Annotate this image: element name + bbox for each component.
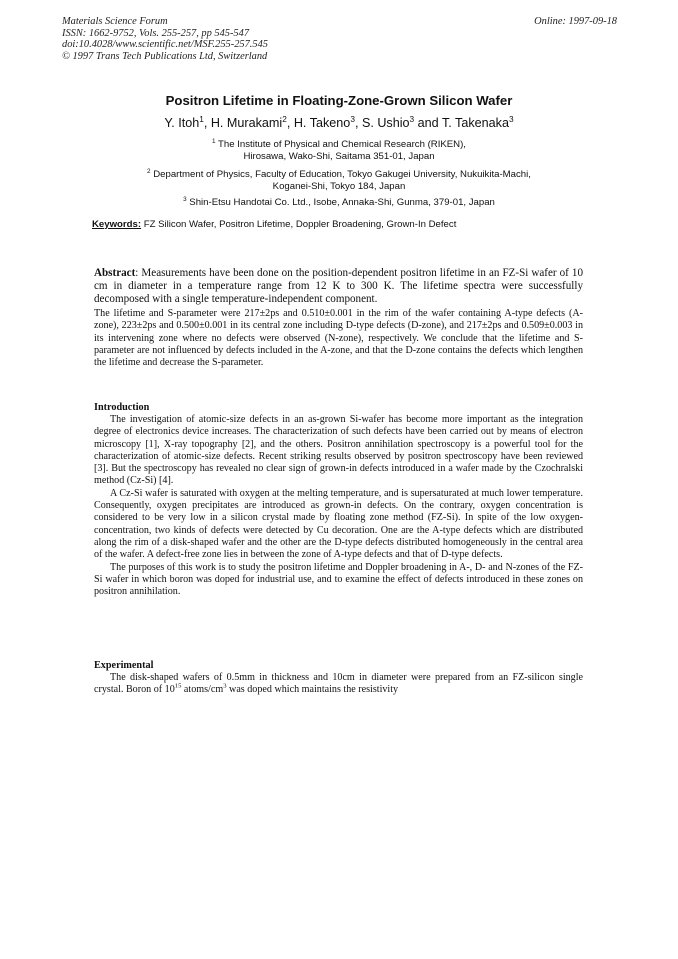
author-name: T. Takenaka	[441, 116, 509, 130]
keywords	[92, 219, 456, 230]
journal-name: Materials Science Forum	[62, 16, 168, 27]
author-affiliation-mark: 3	[350, 113, 355, 124]
introduction-body	[94, 414, 583, 598]
abstract-lead: Abstract: Measurements have been done on the position-dependent positron lifetime in an FZ-Si wafer of 10 cm in diameter in a temperature range from 12 K to 300 K. The lifetime spectra were successfully decomposed with a single temperature-independent component.	[94, 267, 583, 306]
author-affiliation-mark: 3	[409, 113, 415, 124]
paper-title: Positron Lifetime in Floating-Zone-Grown Silicon Wafer	[165, 93, 513, 108]
keywords-text: FZ Silicon Wafer, Positron Lifetime, Doppler Broadening, Grown-In Defect	[143, 219, 457, 230]
introduction-paragraph: A Cz-Si wafer is saturated with oxygen at the melting temperature, and is supersaturated at much lower temperature. Consequently, oxygen precipitates are introduced as grown-in defects. On the contrary, oxygen concentration is considered to be very low in a silicon crystal made by floating zone method (FZ-Si). In spite of the low oxygen-concentration, two kinds of defects were detected by Cu decoration. One are the A-type defects which are distributed along the rim of a disk-shaped wafer and the other are the D-type defects distributed homogeneously in the central area of the wafer. A defect-free zone lies in between the zone of A-type defects and that of D-type defects.	[94, 487, 583, 561]
affiliation-3: $^3$ Shin-Etsu Handotai Co. Ltd., Isobe, Annaka-Shi, Gunma, 379-01, Japan	[183, 195, 495, 208]
online-date: Online: 1997-09-18	[534, 16, 617, 27]
experimental-heading: Experimental	[94, 660, 154, 671]
experimental-body	[94, 672, 583, 697]
experimental-paragraph: The disk-shaped wafers of 0.5mm in thickness and 10cm in diameter were prepared from an FZ-silicon single crystal. Boron of $10^{15}$ atoms/$cm^3$ was doped which maintains the resistivity	[94, 672, 583, 696]
author-affiliation-mark: 2	[282, 113, 287, 124]
abstract-body: The lifetime and S-parameter were 217±2ps and 0.510±0.001 in the rim of the wafer containing A-type defects (A-zone), 223±2ps and 0.500±0.001 in its central zone including D-type defects (D-zone), and 217±2ps and 0.509±0.003 in its intervening zone where no defects were observed (N-zone), respectively. We conclude that the lifetime and S-parameter are not influenced by defects included in the A-zone, and that the D-zone contains the defects which lengthen the lifetime and decrease the S-parameter.	[94, 308, 583, 369]
abstract-label: Abstract	[94, 267, 136, 279]
affiliation-2: $^2$ Department of Physics, Faculty of Education, Tokyo Gakugei University, Nukuikita-Machi, Koganei-Shi, Tokyo 184, Japan	[147, 167, 531, 192]
author-affiliation-mark: 1	[199, 113, 204, 124]
introduction-paragraph: The investigation of atomic-size defects in an as-grown Si-wafer has become more important as the integration degree of electronics device increases. The characterization of such defects have been carried out by means of electron microscopy [1], X-ray topography [2], and the others. Positron annihilation spectroscopy is a powerful tool for the characterization of atomic-size defects. Recent striking results observed by positron spectroscopy have been reviewed [3]. But the spectroscopy has revealed no clear sign of grown-in defects introduced in a wafer made by the Czochralski method (Cz-Si) [4].	[94, 414, 583, 487]
author-affiliation-mark: 3	[508, 113, 514, 124]
author-list: Y. Itoh$^1$, H. Murakami$^2$, H. Takeno$^3$, S. Ushio$^3$ and T. Takenaka$^3$	[164, 113, 514, 130]
issn-line: ISSN: 1662-9752, Vols. 255-257, pp 545-547	[62, 27, 250, 39]
keywords-label: Keywords:	[92, 219, 142, 230]
author-name: Y. Itoh	[164, 116, 200, 130]
introduction-paragraph: The purposes of this work is to study the positron lifetime and Doppler broadening in A-, D- and N-zones of the FZ-Si wafer in which boron was doped for industrial use, and to examine the effect of defects introduced in these zones on positron annihilation.	[94, 561, 583, 598]
copyright-line: © 1997 Trans Tech Publications Ltd, Switzerland	[62, 50, 268, 62]
author-name: H. Murakami	[210, 116, 283, 130]
author-name: S. Ushio	[361, 116, 410, 130]
affiliation-1: $^1$ The Institute of Physical and Chemical Research (RIKEN), Hirosawa, Wako-Shi, Saitama 351-01, Japan	[212, 137, 466, 162]
publication-info	[62, 16, 268, 62]
introduction-heading: Introduction	[94, 402, 150, 413]
doi-link[interactable]: doi:10.4028/www.scientific.net/MSF.255-257.545	[62, 39, 268, 51]
author-name: H. Takeno	[293, 116, 351, 130]
